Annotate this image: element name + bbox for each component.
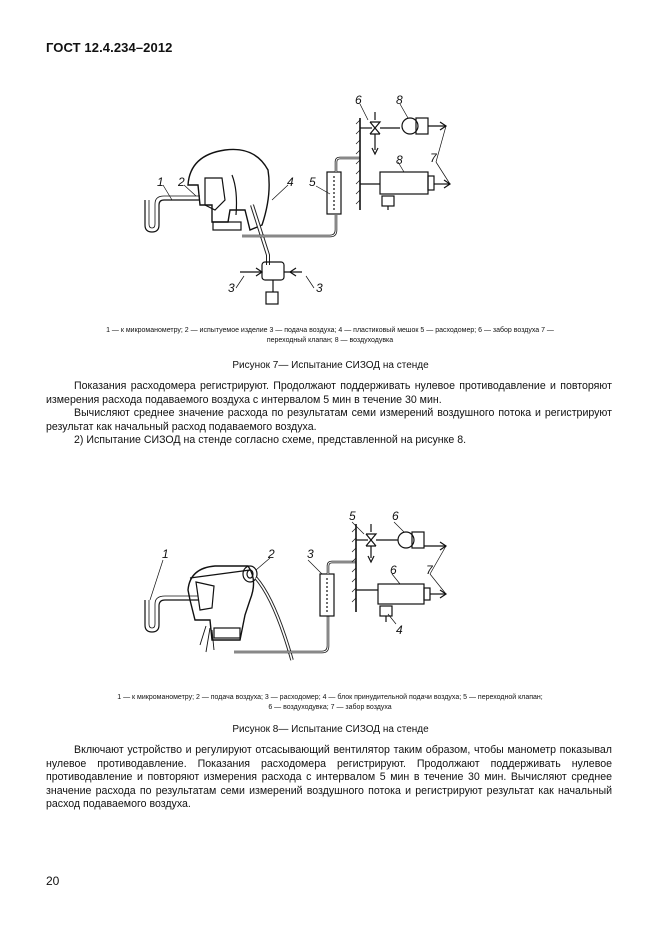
fig8-callout-4: 4	[396, 623, 403, 637]
figure-8-legend-line-1: 1 — к микроманометру; 2 — подача воздуха; 3 — расходомер; 4 — блок принудительной подачи воздуха; 5 — переходной клапан;	[117, 694, 543, 701]
figure-8-legend	[60, 693, 600, 713]
figure-8-legend-line-2: 6 — воздуходувка; 7 — забор воздуха	[268, 704, 392, 711]
figure-7-diagram	[0, 80, 661, 320]
fig7-callout-3b: 3	[316, 281, 323, 295]
paragraph: Включают устройство и регулируют отсасывающий вентилятор таким образом, чтобы манометр показывал нулевое противодавление. Показания расходомера регистрируют. Продолжают поддерживать нулевое противодавление и повторяют измерения расхода с интервалом 5 мин в течение 30 мин. Вычисляют среднее значение расхода по результатам семи измерений воздушного потока и регистрируют результат как начальный расход подаваемого воздуха.	[46, 744, 612, 811]
figure-8-title: Рисунок 8— Испытание СИЗОД на стенде	[232, 724, 429, 735]
body-text-block-2	[46, 744, 612, 812]
fig7-callout-4: 4	[287, 175, 294, 189]
fig8-callout-6b: 6	[390, 563, 397, 577]
fig8-callout-6a: 6	[392, 509, 399, 523]
figure-7-legend-line-2: переходный клапан; 8 — воздуходувка	[266, 337, 394, 344]
figure-7-legend	[60, 326, 600, 346]
figure-7-title: Рисунок 7— Испытание СИЗОД на стенде	[232, 360, 429, 371]
fig7-callout-6: 6	[355, 93, 362, 107]
figure-8-diagram	[0, 500, 661, 680]
fig8-callout-5: 5	[349, 509, 356, 523]
fig8-callout-7: 7	[426, 563, 433, 577]
fig7-callout-1: 1	[157, 175, 164, 189]
fig7-callout-7: 7	[430, 151, 437, 165]
fig7-callout-8b: 8	[396, 153, 403, 167]
body-text-block-1	[46, 380, 612, 448]
paragraph: 2) Испытание СИЗОД на стенде согласно схеме, представленной на рисунке 8.	[74, 434, 467, 447]
fig8-callout-3: 3	[307, 547, 314, 561]
fig7-callout-8a: 8	[396, 93, 403, 107]
fig7-callout-5: 5	[309, 175, 316, 189]
paragraph: Вычисляют среднее значение расхода по результатам семи измерений воздушного потока и регистрируют результат как начальный расход подаваемого воздуха.	[46, 407, 612, 433]
fig8-callout-1: 1	[162, 547, 169, 561]
paragraph: Показания расходомера регистрируют. Продолжают поддерживать нулевое противодавление и повторяют измерения расхода подаваемого воздуха с интервалом 5 мин в течение 30 мин.	[46, 380, 612, 406]
page-number: 20	[46, 874, 60, 888]
fig7-callout-2: 2	[178, 175, 185, 189]
document-header: ГОСТ 12.4.234–2012	[46, 40, 173, 55]
fig7-callout-3a: 3	[228, 281, 235, 295]
fig8-callout-2: 2	[268, 547, 275, 561]
figure-7-legend-line-1: 1 — к микроманометру; 2 — испытуемое изделие 3 — подача воздуха; 4 — пластиковый мешок 5 — расходомер; 6 — забор воздуха 7 —	[106, 327, 554, 334]
